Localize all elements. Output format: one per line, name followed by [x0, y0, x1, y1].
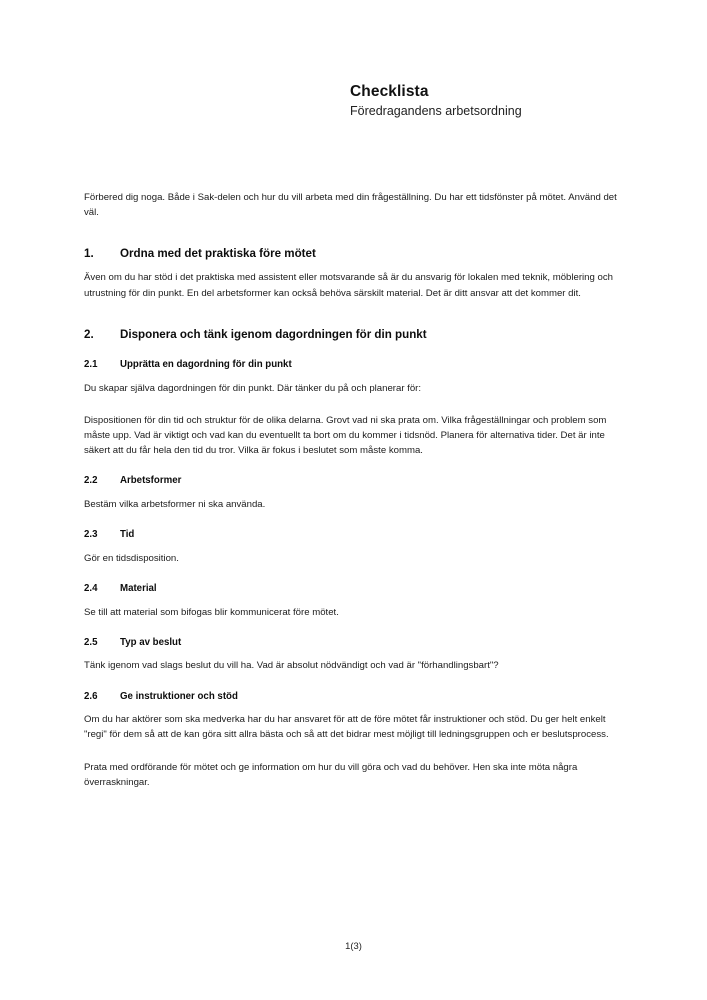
page-number: 1(3)	[345, 940, 362, 951]
subsection-heading-2-6	[84, 691, 621, 704]
document-header	[350, 82, 650, 120]
page-footer	[0, 936, 707, 954]
page-title: Checklista	[350, 83, 429, 100]
subsection-2-2-body: Bestäm vilka arbetsformer ni ska använda.	[84, 498, 266, 510]
subsection-heading-2-4	[84, 583, 621, 596]
subsection-2-4-body: Se till att material som bifogas blir kommunicerat före mötet.	[84, 606, 339, 618]
subsection-2-2-title: Arbetsformer	[120, 475, 182, 487]
subsection-2-4-number: 2.4	[84, 582, 98, 594]
subsection-2-6-number: 2.6	[84, 690, 98, 702]
subsection-2-1-body-2: Dispositionen för din tid och struktur för de olika delarna. Grovt vad ni ska prata om. Vilka frågeställningar och problem som måste upp. Vad är viktigt och vad kan du eventuellt ta bort om du kommer i tidsnöd. Planera för alternativa tider. Det är inte säkert att du får hela den tid du tror. Vilka är fokus i beslutet som måste komma.	[84, 414, 607, 457]
subsection-2-1-number: 2.1	[84, 358, 98, 370]
intro-paragraph: Förbered dig noga. Både i Sak-delen och hur du vill arbeta med din frågeställning. Du har ett tidsfönster på mötet. Använd det väl.	[84, 192, 617, 219]
subsection-2-2-number: 2.2	[84, 475, 98, 487]
subsection-2-3-body: Gör en tidsdisposition.	[84, 552, 179, 564]
subsection-2-1-title: Upprätta en dagordning för din punkt	[120, 358, 292, 370]
section-2-number: 2.	[84, 327, 94, 341]
subsection-2-6-body: Om du har aktörer som ska medverka har du har ansvaret för att de före mötet får instruktioner och stöd. Du ger helt enkelt "regi" för dem så att de kan göra sitt allra bästa och så att det bidrar mest möjligt till ledningsgruppen och er beslutsprocess.	[84, 714, 609, 741]
subsection-2-3-number: 2.3	[84, 529, 98, 541]
subsection-heading-2-5	[84, 637, 621, 650]
section-1-title: Ordna med det praktiska före mötet	[120, 247, 316, 261]
subsection-2-6-title: Ge instruktioner och stöd	[120, 690, 238, 702]
document-body	[84, 190, 621, 790]
subsection-heading-2-2	[84, 475, 621, 488]
section-heading-2	[84, 327, 621, 342]
subsection-2-6-body-2: Prata med ordförande för mötet och ge information om hur du vill göra och vad du behöver. Hen ska inte möta några överraskningar.	[84, 761, 578, 788]
section-2-title: Disponera och tänk igenom dagordningen för din punkt	[120, 327, 427, 341]
subsection-2-5-number: 2.5	[84, 636, 98, 648]
section-heading-1	[84, 246, 621, 261]
page-subtitle: Föredragandens arbetsordning	[350, 104, 522, 119]
subsection-2-3-title: Tid	[120, 529, 135, 541]
subsection-2-5-title: Typ av beslut	[120, 636, 182, 648]
subsection-2-1-body: Du skapar själva dagordningen för din punkt. Där tänker du på och planerar för:	[84, 382, 422, 394]
subsection-heading-2-3	[84, 529, 621, 542]
subsection-2-5-body: Tänk igenom vad slags beslut du vill ha. Vad är absolut nödvändigt och vad är "förhandlingsbart"?	[84, 660, 499, 672]
subsection-heading-2-1	[84, 359, 621, 372]
subsection-2-4-title: Material	[120, 582, 157, 594]
section-1-number: 1.	[84, 247, 94, 261]
section-1-body: Även om du har stöd i det praktiska med assistent eller motsvarande så är du ansvarig för lokalen med teknik, möblering och utrustning för din punkt. En del arbetsformer kan också behöva särskilt material. Det är ditt ansvar att det kommer dit.	[84, 272, 613, 299]
